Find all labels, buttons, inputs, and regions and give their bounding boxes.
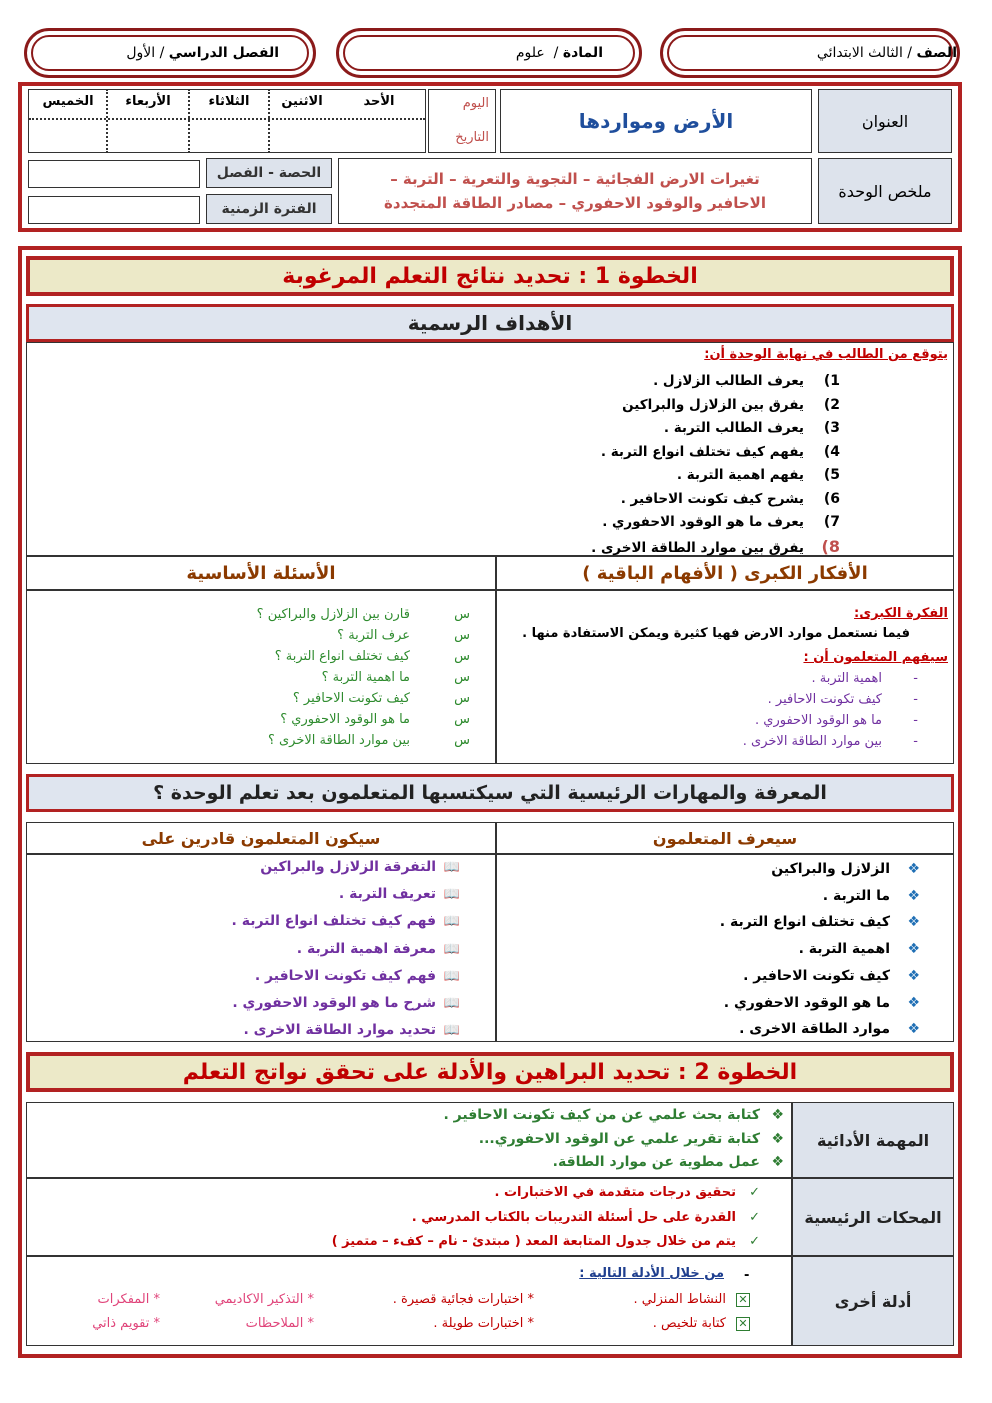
- dash-bullet-icon: -: [913, 692, 918, 707]
- period-value-cell: [28, 160, 200, 188]
- question-text: قارن بين الزلازل والبراكين ؟: [256, 607, 410, 622]
- goal-text: يفهم اهمية التربة .: [676, 467, 804, 483]
- timeframe-value-cell: [28, 196, 200, 224]
- goals-list: [400, 370, 840, 560]
- goal-number: 8): [821, 536, 840, 556]
- task-text: كتابة تقرير علمي عن الوقود الاحفوري...: [478, 1130, 760, 1147]
- understand-item: [504, 710, 918, 731]
- question-prefix: س: [454, 733, 470, 748]
- diamond-bullet-icon: ❖: [907, 887, 920, 904]
- other-check-1: [590, 1292, 750, 1307]
- question-prefix: س: [454, 649, 470, 664]
- goal-text: يفرق بين الزلازل والبراكين: [622, 396, 804, 413]
- other-check-2: [590, 1316, 750, 1331]
- goal-item: [400, 417, 840, 441]
- able-item: [40, 908, 460, 935]
- able-text: تعريف التربة .: [338, 886, 436, 903]
- goal-item: [400, 441, 840, 465]
- subject-pill: المادة / علوم: [336, 28, 642, 78]
- task-item: [300, 1128, 784, 1152]
- task-text: كتابة بحث علمي عن من كيف تكونت الاحافير .: [443, 1107, 760, 1123]
- step1-title: الخطوة 1 : تحديد نتائج التعلم المرغوبة: [282, 263, 698, 289]
- date-label: التاريخ: [455, 130, 489, 145]
- goal-number: 5): [823, 467, 840, 483]
- goal-item: [400, 464, 840, 488]
- goal-number: 3): [823, 420, 840, 436]
- day-date-cell: [428, 89, 496, 153]
- able-item: [40, 1017, 460, 1044]
- able-text: تحديد موارد الطاقة الاخرى .: [243, 1022, 436, 1039]
- goal-text: يفرق بين موارد الطاقة الاخرى .: [591, 539, 804, 556]
- big-ideas-header: [496, 556, 954, 590]
- know-item: [510, 909, 920, 936]
- question-item: [40, 667, 470, 688]
- question-item: [40, 604, 470, 625]
- able-item: [40, 854, 460, 881]
- questions-list: [40, 604, 470, 751]
- understand-text: كيف تكونت الاحافير .: [767, 692, 882, 707]
- big-idea-text: فيما نستعمل موارد الارض فهيا كثيرة ويمكن الاستفادة منها .: [522, 626, 910, 641]
- able-header: [26, 822, 496, 854]
- goal-text: يشرح كيف تكونت الاحافير .: [620, 490, 804, 507]
- timeframe-label-cell: [206, 194, 332, 224]
- question-prefix: س: [454, 607, 470, 622]
- grade-pill: الصف / الثالث الابتدائي: [660, 28, 960, 78]
- understand-text: اهمية التربة .: [811, 671, 882, 686]
- diamond-bullet-icon: ❖: [907, 967, 920, 984]
- other-intro: من خلال الأدلة التالية :: [579, 1266, 724, 1281]
- summary-label-cell: [818, 158, 952, 224]
- checkmark-icon: ✓: [749, 1185, 760, 1200]
- day-sun: الأحد: [363, 94, 395, 109]
- goal-number: 2): [823, 396, 840, 413]
- question-text: كيف تكونت الاحافير ؟: [292, 691, 410, 706]
- diamond-bullet-icon: ❖: [907, 914, 920, 931]
- know-text: ما هو الوقود الاحفوري .: [723, 994, 890, 1011]
- understand-text: بين موارد الطاقة الاخرى .: [742, 734, 882, 749]
- know-title: سيعرف المتعلمون: [652, 828, 798, 848]
- knowledge-banner: [26, 774, 954, 812]
- know-item: [510, 1016, 920, 1043]
- other-check-text: النشاط المنزلي .: [633, 1292, 726, 1307]
- criteria-text: القدرة على حل أسئلة التدريبات بالكتاب المدرسي .: [411, 1209, 736, 1225]
- know-text: اهمية التربة .: [798, 941, 890, 958]
- goals-title: الأهداف الرسمية: [407, 311, 573, 335]
- task-item: [300, 1151, 784, 1175]
- question-text: كيف تختلف انواع التربة ؟: [274, 649, 410, 664]
- day-wed: الأربعاء: [125, 94, 171, 109]
- other-col4-1: * المفكرات: [97, 1292, 160, 1307]
- checkmark-icon: ✓: [749, 1234, 760, 1249]
- summary-value-cell: [338, 158, 812, 224]
- task-list: [300, 1104, 784, 1175]
- dash-bullet-icon: -: [913, 671, 918, 686]
- goal-text: يعرف ما هو الوقود الاحفوري .: [602, 514, 804, 530]
- know-text: موارد الطاقة الاخرى .: [739, 1021, 890, 1038]
- criteria-item: [300, 1206, 760, 1231]
- checkbox-x-icon: ✕: [736, 1317, 750, 1331]
- goals-banner: [26, 304, 954, 342]
- able-text: فهم كيف تختلف انواع التربة .: [231, 913, 436, 930]
- question-text: بين موارد الطاقة الاخرى ؟: [267, 733, 410, 748]
- step2-title: الخطوة 2 : تحديد البراهين والأدلة على تحقق نواتج التعلم: [182, 1059, 798, 1085]
- diamond-bullet-icon: ❖: [771, 1130, 784, 1147]
- question-item: [40, 730, 470, 751]
- diamond-bullet-icon: ❖: [907, 861, 920, 877]
- know-item: [510, 990, 920, 1017]
- criteria-text: يتم من خلال جدول المتابعة المعد ( مبتدئ - نام – كفء – متميز ): [331, 1234, 736, 1249]
- question-prefix: س: [454, 670, 470, 685]
- book-icon: 📖: [443, 996, 460, 1012]
- question-item: [40, 709, 470, 730]
- title-value-cell: [500, 89, 812, 153]
- goal-text: يعرف الطالب الزلازل .: [653, 373, 804, 389]
- know-item: [510, 856, 920, 883]
- step1-banner: [26, 256, 954, 296]
- able-item: [40, 881, 460, 908]
- day-thu: الخميس: [42, 94, 94, 109]
- know-item: [510, 883, 920, 910]
- able-text: شرح ما هو الوقود الاحفوري .: [232, 995, 436, 1012]
- understand-item: [504, 668, 918, 689]
- other-col3-2: * الملاحظات: [245, 1316, 314, 1331]
- know-list: [510, 856, 920, 1043]
- semester-pill: الفصل الدراسي / الأول: [24, 28, 316, 78]
- big-ideas-title: الأفكار الكبرى ( الأفهام الباقية ): [582, 562, 868, 584]
- goal-item: [400, 511, 840, 535]
- know-item: [510, 936, 920, 963]
- question-item: [40, 625, 470, 646]
- goal-number: 4): [823, 443, 840, 460]
- goal-text: يعرف الطالب التربة .: [663, 420, 804, 436]
- understand-label: سيفهم المتعلمون أن :: [803, 650, 948, 665]
- able-text: معرفة اهمية التربة .: [296, 940, 436, 957]
- questions-header: [26, 556, 496, 590]
- goal-number: 1): [823, 373, 840, 389]
- question-text: ما اهمية التربة ؟: [321, 670, 410, 685]
- other-col3-1: * التذكير الاكاديمي: [214, 1292, 314, 1307]
- other-col2-1: * اختبارات فجائية قصيرة .: [392, 1292, 534, 1307]
- criteria-item: [300, 1230, 760, 1255]
- criteria-label-cell: [792, 1178, 954, 1256]
- question-text: ما هو الوقود الاحفوري ؟: [280, 712, 410, 727]
- book-icon: 📖: [443, 860, 460, 875]
- goal-number: 7): [823, 514, 840, 530]
- diamond-bullet-icon: ❖: [907, 941, 920, 958]
- question-item: [40, 646, 470, 667]
- dash-bullet-icon: -: [913, 713, 918, 728]
- task-item: [300, 1104, 784, 1128]
- able-title: سيكون المتعلمون قادرين على: [141, 828, 381, 848]
- goal-item: [400, 394, 840, 418]
- book-icon: 📖: [443, 914, 460, 930]
- other-col4-2: * تقويم ذاتي: [92, 1316, 160, 1331]
- goal-item: [400, 488, 840, 512]
- summary-line-1: تغيرات الارض الفجائية – التجوية والتعرية – التربة –: [390, 170, 760, 188]
- able-text: التفرقة الزلازل والبراكين: [260, 859, 436, 875]
- goal-item: [400, 370, 840, 394]
- subject-label: المادة: [562, 45, 603, 61]
- know-header: [496, 822, 954, 854]
- day-mon: الاثنين: [281, 94, 323, 109]
- criteria-label: المحكات الرئيسية: [804, 1207, 942, 1227]
- task-label-cell: [792, 1102, 954, 1178]
- task-label: المهمة الأدائية: [816, 1130, 930, 1150]
- questions-title: الأسئلة الأساسية: [186, 562, 336, 584]
- other-col2-2: * اختبارات طويلة .: [433, 1316, 534, 1331]
- grade-label: الصف: [916, 45, 957, 61]
- question-text: عرف التربة ؟: [337, 628, 410, 643]
- criteria-list: [300, 1181, 760, 1255]
- step2-banner: [26, 1052, 954, 1092]
- question-prefix: س: [454, 712, 470, 727]
- summary-label: ملخص الوحدة: [838, 181, 932, 201]
- title-label: العنوان: [861, 111, 909, 131]
- question-prefix: س: [454, 628, 470, 643]
- book-icon: 📖: [443, 887, 460, 903]
- understand-list: [504, 668, 918, 752]
- understand-text: ما هو الوقود الاحفوري .: [755, 713, 882, 728]
- understand-item: [504, 731, 918, 752]
- checkmark-icon: ✓: [749, 1209, 760, 1225]
- semester-label: الفصل الدراسي: [168, 45, 279, 61]
- checkbox-x-icon: ✕: [736, 1293, 750, 1307]
- know-text: كيف تختلف انواع التربة .: [719, 914, 890, 931]
- period-label: الحصة - الفصل: [216, 165, 322, 181]
- day-label: اليوم: [462, 96, 489, 111]
- criteria-text: تحقيق درجات متقدمة في الاختبارات .: [494, 1185, 736, 1200]
- diamond-bullet-icon: ❖: [907, 994, 920, 1011]
- summary-line-2: الاحافير والوقود الاحفوري – مصادر الطاقة المتجددة: [384, 194, 766, 212]
- book-icon: 📖: [443, 1023, 460, 1039]
- semester-value: الأول: [126, 45, 156, 61]
- diamond-bullet-icon: ❖: [771, 1107, 784, 1123]
- big-idea-label: الفكرة الكبرى:: [854, 606, 948, 621]
- title-value: الأرض ومواردها: [578, 109, 734, 133]
- goal-text: يفهم كيف تختلف انواع التربة .: [600, 443, 804, 460]
- question-item: [40, 688, 470, 709]
- other-label: أدلة أخرى: [834, 1291, 912, 1311]
- period-label-cell: [206, 158, 332, 188]
- other-label-cell: [792, 1256, 954, 1346]
- criteria-item: [300, 1181, 760, 1206]
- title-label-cell: [818, 89, 952, 153]
- day-tue: الثلاثاء: [208, 94, 250, 109]
- diamond-bullet-icon: ❖: [771, 1154, 784, 1170]
- know-item: [510, 963, 920, 990]
- subject-value: علوم: [515, 45, 545, 61]
- diamond-bullet-icon: ❖: [907, 1021, 920, 1038]
- goals-intro: يتوقع من الطالب في نهاية الوحدة أن:: [704, 347, 948, 362]
- dash-bullet-icon: -: [913, 734, 918, 749]
- able-item: [40, 963, 460, 990]
- book-icon: 📖: [443, 968, 460, 984]
- know-text: ما التربة .: [822, 887, 890, 904]
- other-check-text: كتابة تلخيص .: [652, 1316, 726, 1331]
- knowledge-title: المعرفة والمهارات الرئيسية التي سيكتسبها المتعلمون بعد تعلم الوحدة ؟: [153, 782, 827, 804]
- able-item: [40, 936, 460, 963]
- able-list: [40, 854, 460, 1044]
- goal-number: 6): [823, 490, 840, 507]
- grade-value: الثالث الابتدائي: [816, 45, 903, 61]
- able-text: فهم كيف تكونت الاحافير .: [254, 967, 436, 984]
- task-text: عمل مطوية عن موارد الطاقة.: [552, 1154, 760, 1170]
- other-dash: -: [744, 1268, 750, 1283]
- question-prefix: س: [454, 691, 470, 706]
- book-icon: 📖: [443, 941, 460, 957]
- know-text: الزلازل والبراكين: [771, 861, 890, 877]
- able-item: [40, 990, 460, 1017]
- timeframe-label: الفترة الزمنية: [221, 201, 317, 217]
- understand-item: [504, 689, 918, 710]
- know-text: كيف تكونت الاحافير .: [743, 967, 890, 984]
